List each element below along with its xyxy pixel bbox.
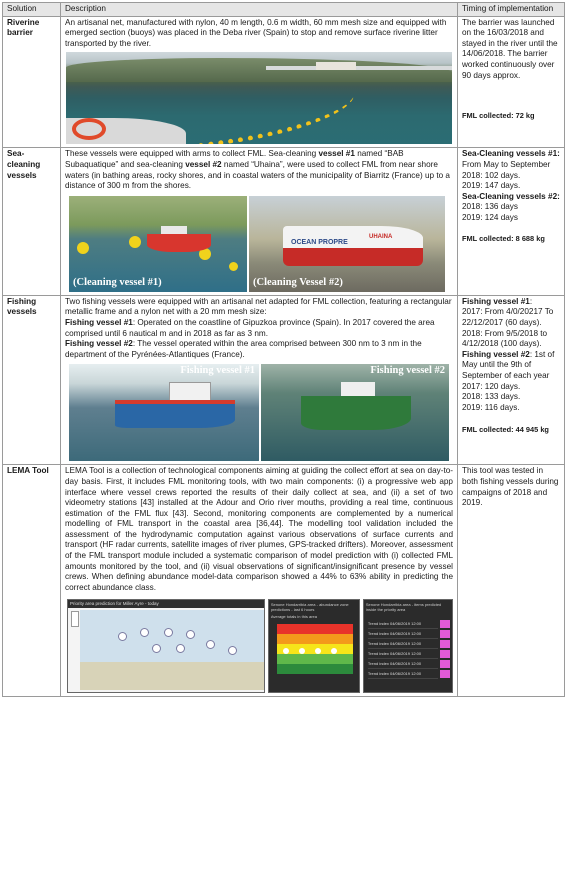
sea-v1-timing-line: 2019: 147 days. [462, 181, 521, 191]
riverine-description-text: An artisanal net, manufactured with nylon, 40 m length, 0.6 m width, 60 mm mesh size and equipped with emerged section (buoys) was placed in the Deba river (Spain) to stop and remove surface riverine litter transported by the river. [65, 17, 447, 48]
cleaning-vessel-2-photo [249, 196, 445, 292]
sea-vessel-photos [69, 196, 453, 292]
solution-fishing: Fishing vessels [3, 295, 61, 465]
sea-v1-timing-line: From May to September [462, 159, 551, 169]
lema-item-row: Trend index 04/06/2019 12:00 [368, 620, 438, 629]
description-lema [61, 465, 458, 697]
sea-v1-timing-head: Sea-Cleaning vessels #1: [462, 149, 560, 159]
sea-fml: FML collected: 8 688 kg [462, 233, 545, 243]
fishing-v2-timing-line: 2018: 133 days. [462, 392, 521, 402]
lema-item-row: Trend index 04/06/2019 12:00 [368, 650, 438, 659]
fishing-v2-timing-line: 2017: 120 days. [462, 381, 521, 391]
timing-lema [458, 465, 565, 697]
fishing-description-v1: Fishing vessel #1: Operated on the coastline of Gipuzkoa province (Spain). In 2017 covered the area comprised until 6 nautical m and in 2018 as far as 3 nm. [65, 317, 435, 338]
solution-riverine: Riverine barrier [3, 16, 61, 148]
solution-lema: LEMA Tool [3, 465, 61, 697]
lema-description-text: LEMA Tool is a collection of technological components aiming at guiding the collect effort at sea on day-to-day basis. First, it includes FML monitoring tools, with two main components: (i) a progressive web app interface where vessel crews reported the results of their daily collect at sea, and (ii) a set of two videometry stations [43] installed at the Adour and Orio river mouths, providing a real time, continuous estimation of the FML flux [43]. Second, monitoring components are complemented by a numerical modelling of FML transport in the coastal area [36,44]. The modelling tool validation included the assessment of the hydrodynamic computation against various observations of surface currents and transport (HF radar currents, satellite images of river plumes, GPS-tracked drifters). Moreover, assessment of the FML transport module included a systematic comparison of model prediction with (i) collected FML amounts monitored by the tool, and (ii) visual observations of significant/insignificant presence by vessel crews. When defining abundance model-data comparison showed a 44% to 63% ability in predicting the correct abundance class. [65, 466, 453, 592]
fishing-vessel-1-caption: Fishing vessel #1 [180, 365, 255, 377]
header-description: Description [61, 3, 458, 17]
lema-item-indicator [440, 640, 450, 648]
fishing-v1-timing-line: 2018: From 9/5/2018 to 4/12/2018 (100 days). [462, 328, 548, 349]
lema-items-title: Senone Hondarribia area - items predicted inside the priority area [365, 602, 442, 613]
lema-item-indicator [440, 620, 450, 628]
header-timing: Timing of implementation [458, 3, 565, 17]
lema-abundance-legend: Average totals in this area [270, 614, 317, 620]
cleaning-vessel-1-caption: (Cleaning vessel #1) [73, 277, 162, 289]
lema-item-row: Trend index 04/06/2019 12:00 [368, 670, 438, 679]
solution-sea-cleaning: Sea-cleaning vessels [3, 148, 61, 295]
sea-v2-timing-line: 2018: 136 days [462, 202, 518, 212]
lema-screenshots [67, 599, 453, 693]
fishing-v1-timing-line: 2017: From 4/0/20217 To 22/12/2017 (60 days). [462, 307, 554, 327]
lema-abundance-title: Senone Hondarribia area - abundance zone predictions - last 6 hours [270, 602, 349, 613]
cleaning-vessel-2-caption: (Cleaning Vessel #2) [253, 277, 343, 289]
lema-item-indicator [440, 630, 450, 638]
table-row-sea-cleaning [3, 148, 565, 295]
riverine-fml: FML collected: 72 kg [462, 111, 535, 121]
timing-fishing [458, 295, 565, 465]
table-row-riverine [3, 16, 565, 148]
lema-item-row: Trend index 04/06/2019 12:00 [368, 630, 438, 639]
lema-map-title: Priority area prediction for Miller Ayre - today [68, 600, 264, 608]
lema-map-screenshot [67, 599, 265, 693]
fishing-fml: FML collected: 44 945 kg [462, 425, 549, 435]
lema-item-row: Trend index 04/06/2019 12:00 [368, 640, 438, 649]
description-sea-cleaning [61, 148, 458, 295]
fishing-v2-timing-line: 2019: 116 days. [462, 402, 520, 412]
riverine-timing-text: The barrier was launched on the 16/03/2018 and stayed in the river until the 14/06/2018. The barrier worked continuously over 90 days approx. [462, 17, 558, 80]
fishing-v1-timing-head: Fishing vessel #1: [462, 296, 533, 306]
hull-text-uhaina: UHAINA [369, 233, 393, 240]
fishing-v2-timing-head: Fishing vessel #2: 1st of May until the 9th of September of each year [462, 349, 555, 380]
map-zoom-control [71, 611, 79, 627]
fishing-description-v2: Fishing vessel #2: The vessel operated within the area comprised between 300 nm to 3 nm in the department of the Pyrénées-Atlantiques (France). [65, 339, 422, 359]
lema-item-indicator [440, 650, 450, 658]
cleaning-vessel-1-photo [69, 196, 247, 292]
lema-items-screenshot [363, 599, 453, 693]
fishing-vessel-2-photo [261, 364, 449, 461]
timing-riverine [458, 16, 565, 148]
description-riverine [61, 16, 458, 148]
timing-sea-cleaning [458, 148, 565, 295]
fishing-description-intro: Two fishing vessels were equipped with an artisanal net adapted for FML collection, featuring a rectangular metallic frame and a nylon net with a 20 mm mesh size: [65, 296, 452, 317]
sea-description-text: These vessels were equipped with arms to collect FML. Sea-cleaning vessel #1 named “BAB Subaquatique” and sea-cleaning vessel #2 named “Uhaina”, were used to collect FML from near shore waters (in bathing areas, rocky shores, and in coastal waters of the municipality of Biarritz (France) up to a distance of 300 m from the shores. [65, 149, 450, 191]
lema-item-indicator [440, 660, 450, 668]
header-solution: Solution [3, 3, 61, 17]
sea-v2-timing-line: 2019: 124 days [462, 212, 518, 222]
fishing-vessel-2-caption: Fishing vessel #2 [370, 365, 445, 377]
hull-text-ocean-propre: OCEAN PROPRE [291, 238, 348, 246]
description-fishing [61, 295, 458, 465]
lema-item-indicator [440, 670, 450, 678]
fishing-vessel-1-photo [69, 364, 259, 461]
table-header-row [3, 3, 565, 17]
solutions-table [2, 2, 565, 697]
fishing-vessel-photos [69, 364, 453, 461]
sea-v2-timing-head: Sea-Cleaning vessels #2: [462, 191, 560, 201]
table-row-fishing [3, 295, 565, 465]
table-row-lema [3, 465, 565, 697]
lema-abundance-screenshot [268, 599, 360, 693]
lema-timing-text: This tool was tested in both fishing vessels during campaigns of 2018 and 2019. [462, 466, 559, 508]
riverine-barrier-photo [66, 52, 452, 144]
lema-item-row: Trend index 04/06/2019 12:00 [368, 660, 438, 669]
sea-v1-timing-line: 2018: 102 days. [462, 170, 521, 180]
